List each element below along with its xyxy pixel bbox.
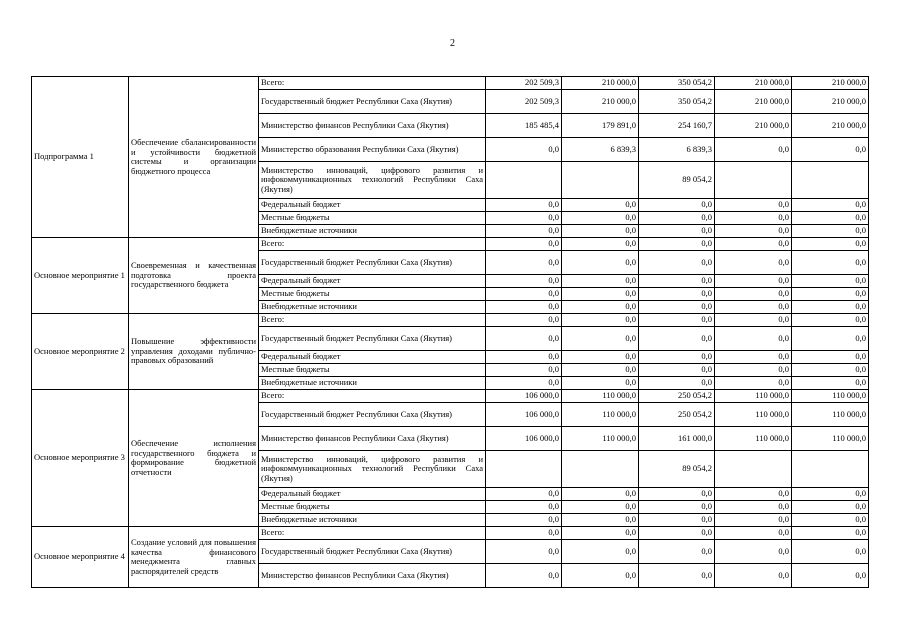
value-cell: 210 000,0 xyxy=(715,77,792,90)
funding-source-cell: Местные бюджеты xyxy=(259,288,486,301)
value-cell: 202 509,3 xyxy=(486,77,562,90)
funding-source-cell: Внебюджетные источники xyxy=(259,301,486,314)
value-cell: 0,0 xyxy=(715,301,792,314)
value-cell: 0,0 xyxy=(792,138,869,162)
value-cell: 0,0 xyxy=(486,288,562,301)
value-cell: 0,0 xyxy=(486,275,562,288)
value-cell: 0,0 xyxy=(639,501,715,514)
value-cell: 0,0 xyxy=(486,314,562,327)
value-cell: 0,0 xyxy=(792,314,869,327)
funding-source-cell: Всего: xyxy=(259,77,486,90)
value-cell: 110 000,0 xyxy=(562,427,639,451)
value-cell: 350 054,2 xyxy=(639,90,715,114)
value-cell: 0,0 xyxy=(639,327,715,351)
value-cell: 0,0 xyxy=(792,540,869,564)
description-cell: Создание условий для повышения качества финансового менеджмента главных распорядителей средств xyxy=(129,527,259,588)
program-cell: Основное мероприятие 1 xyxy=(32,238,129,314)
value-cell: 0,0 xyxy=(792,364,869,377)
funding-source-cell: Министерство финансов Республики Саха (Якутия) xyxy=(259,114,486,138)
budget-table xyxy=(31,76,869,588)
value-cell: 0,0 xyxy=(715,514,792,527)
value-cell: 0,0 xyxy=(562,351,639,364)
value-cell: 0,0 xyxy=(562,327,639,351)
value-cell: 0,0 xyxy=(792,199,869,212)
value-cell: 0,0 xyxy=(715,501,792,514)
funding-source-cell: Министерство образования Республики Саха (Якутия) xyxy=(259,138,486,162)
value-cell: 210 000,0 xyxy=(792,90,869,114)
value-cell: 0,0 xyxy=(792,527,869,540)
value-cell: 161 000,0 xyxy=(639,427,715,451)
value-cell: 0,0 xyxy=(486,564,562,588)
table-row xyxy=(32,77,869,90)
value-cell: 0,0 xyxy=(562,314,639,327)
value-cell: 6 839,3 xyxy=(562,138,639,162)
funding-source-cell: Государственный бюджет Республики Саха (Якутия) xyxy=(259,540,486,564)
value-cell: 0,0 xyxy=(639,314,715,327)
value-cell: 0,0 xyxy=(486,514,562,527)
value-cell: 0,0 xyxy=(792,564,869,588)
value-cell: 0,0 xyxy=(486,501,562,514)
value-cell: 210 000,0 xyxy=(562,77,639,90)
value-cell: 0,0 xyxy=(715,225,792,238)
value-cell: 0,0 xyxy=(639,238,715,251)
value-cell: 0,0 xyxy=(792,327,869,351)
funding-source-cell: Министерство инноваций, цифрового развития и инфокоммуникационных технологий Республики Саха (Якутия) xyxy=(259,162,486,199)
value-cell: 0,0 xyxy=(486,351,562,364)
value-cell: 0,0 xyxy=(639,488,715,501)
value-cell: 0,0 xyxy=(562,540,639,564)
value-cell: 0,0 xyxy=(486,527,562,540)
value-cell: 0,0 xyxy=(562,238,639,251)
value-cell xyxy=(792,451,869,488)
value-cell: 0,0 xyxy=(639,377,715,390)
value-cell: 0,0 xyxy=(486,251,562,275)
funding-source-cell: Внебюджетные источники xyxy=(259,225,486,238)
value-cell: 0,0 xyxy=(715,540,792,564)
funding-source-cell: Внебюджетные источники xyxy=(259,514,486,527)
value-cell: 0,0 xyxy=(486,327,562,351)
funding-source-cell: Всего: xyxy=(259,314,486,327)
value-cell: 106 000,0 xyxy=(486,403,562,427)
page-number: 2 xyxy=(450,38,455,49)
value-cell: 0,0 xyxy=(715,275,792,288)
value-cell: 0,0 xyxy=(715,251,792,275)
value-cell: 0,0 xyxy=(486,212,562,225)
funding-source-cell: Государственный бюджет Республики Саха (Якутия) xyxy=(259,90,486,114)
value-cell: 0,0 xyxy=(792,377,869,390)
value-cell: 106 000,0 xyxy=(486,390,562,403)
funding-source-cell: Федеральный бюджет xyxy=(259,488,486,501)
value-cell: 0,0 xyxy=(486,377,562,390)
funding-source-cell: Местные бюджеты xyxy=(259,364,486,377)
value-cell: 0,0 xyxy=(486,301,562,314)
value-cell: 0,0 xyxy=(486,488,562,501)
program-cell: Основное мероприятие 4 xyxy=(32,527,129,588)
value-cell: 0,0 xyxy=(486,199,562,212)
value-cell: 0,0 xyxy=(639,225,715,238)
value-cell: 0,0 xyxy=(562,225,639,238)
funding-source-cell: Федеральный бюджет xyxy=(259,199,486,212)
value-cell: 350 054,2 xyxy=(639,77,715,90)
value-cell: 0,0 xyxy=(486,225,562,238)
value-cell: 254 160,7 xyxy=(639,114,715,138)
funding-source-cell: Местные бюджеты xyxy=(259,501,486,514)
value-cell xyxy=(486,451,562,488)
value-cell: 110 000,0 xyxy=(715,403,792,427)
funding-source-cell: Государственный бюджет Республики Саха (Якутия) xyxy=(259,327,486,351)
description-cell: Обеспечение сбалансированности и устойчивости бюджетной системы и организации бюджетного процесса xyxy=(129,77,259,238)
value-cell xyxy=(486,162,562,199)
value-cell: 0,0 xyxy=(562,288,639,301)
value-cell xyxy=(562,451,639,488)
value-cell: 0,0 xyxy=(715,138,792,162)
value-cell: 0,0 xyxy=(792,301,869,314)
value-cell: 110 000,0 xyxy=(792,403,869,427)
value-cell: 0,0 xyxy=(639,351,715,364)
funding-source-cell: Всего: xyxy=(259,390,486,403)
value-cell: 0,0 xyxy=(562,212,639,225)
funding-source-cell: Министерство финансов Республики Саха (Якутия) xyxy=(259,427,486,451)
value-cell: 210 000,0 xyxy=(715,114,792,138)
value-cell: 185 485,4 xyxy=(486,114,562,138)
value-cell: 202 509,3 xyxy=(486,90,562,114)
table-row xyxy=(32,390,869,403)
value-cell: 0,0 xyxy=(792,351,869,364)
value-cell: 89 054,2 xyxy=(639,451,715,488)
value-cell: 89 054,2 xyxy=(639,162,715,199)
value-cell: 6 839,3 xyxy=(639,138,715,162)
value-cell: 110 000,0 xyxy=(715,390,792,403)
value-cell: 0,0 xyxy=(562,301,639,314)
value-cell: 0,0 xyxy=(562,527,639,540)
funding-source-cell: Министерство инноваций, цифрового развития и инфокоммуникационных технологий Республики Саха (Якутия) xyxy=(259,451,486,488)
value-cell: 0,0 xyxy=(715,351,792,364)
value-cell: 0,0 xyxy=(562,377,639,390)
value-cell: 110 000,0 xyxy=(715,427,792,451)
funding-source-cell: Всего: xyxy=(259,238,486,251)
value-cell: 0,0 xyxy=(792,275,869,288)
value-cell: 250 054,2 xyxy=(639,390,715,403)
table-row xyxy=(32,314,869,327)
value-cell: 110 000,0 xyxy=(562,390,639,403)
value-cell: 0,0 xyxy=(792,212,869,225)
value-cell: 0,0 xyxy=(715,314,792,327)
value-cell: 0,0 xyxy=(715,564,792,588)
value-cell: 179 891,0 xyxy=(562,114,639,138)
value-cell: 0,0 xyxy=(639,540,715,564)
value-cell: 0,0 xyxy=(639,251,715,275)
program-cell: Подпрограмма 1 xyxy=(32,77,129,238)
value-cell: 0,0 xyxy=(715,199,792,212)
value-cell: 0,0 xyxy=(715,327,792,351)
value-cell: 0,0 xyxy=(715,212,792,225)
value-cell: 0,0 xyxy=(792,501,869,514)
value-cell: 0,0 xyxy=(715,288,792,301)
value-cell: 0,0 xyxy=(562,501,639,514)
value-cell: 0,0 xyxy=(639,301,715,314)
value-cell: 0,0 xyxy=(562,364,639,377)
value-cell: 210 000,0 xyxy=(792,77,869,90)
program-cell: Основное мероприятие 2 xyxy=(32,314,129,390)
value-cell: 0,0 xyxy=(792,288,869,301)
value-cell: 0,0 xyxy=(715,238,792,251)
funding-source-cell: Государственный бюджет Республики Саха (Якутия) xyxy=(259,251,486,275)
value-cell xyxy=(715,162,792,199)
value-cell: 0,0 xyxy=(562,564,639,588)
value-cell: 0,0 xyxy=(562,488,639,501)
value-cell: 0,0 xyxy=(562,275,639,288)
value-cell: 0,0 xyxy=(486,540,562,564)
funding-source-cell: Федеральный бюджет xyxy=(259,275,486,288)
value-cell: 0,0 xyxy=(715,377,792,390)
value-cell: 0,0 xyxy=(715,488,792,501)
value-cell: 250 054,2 xyxy=(639,403,715,427)
value-cell xyxy=(715,451,792,488)
description-cell: Своевременная и качественная подготовка проекта государственного бюджета xyxy=(129,238,259,314)
value-cell: 0,0 xyxy=(639,212,715,225)
value-cell: 0,0 xyxy=(562,251,639,275)
value-cell: 0,0 xyxy=(715,527,792,540)
funding-source-cell: Министерство финансов Республики Саха (Якутия) xyxy=(259,564,486,588)
value-cell xyxy=(562,162,639,199)
value-cell: 0,0 xyxy=(639,364,715,377)
value-cell: 0,0 xyxy=(792,238,869,251)
value-cell: 0,0 xyxy=(792,488,869,501)
value-cell: 210 000,0 xyxy=(715,90,792,114)
value-cell: 210 000,0 xyxy=(562,90,639,114)
value-cell: 106 000,0 xyxy=(486,427,562,451)
funding-source-cell: Всего: xyxy=(259,527,486,540)
value-cell: 110 000,0 xyxy=(792,427,869,451)
value-cell: 0,0 xyxy=(639,199,715,212)
program-cell: Основное мероприятие 3 xyxy=(32,390,129,527)
value-cell xyxy=(792,162,869,199)
value-cell: 0,0 xyxy=(639,527,715,540)
description-cell: Повышение эффективности управления доходами публично-правовых образований xyxy=(129,314,259,390)
funding-source-cell: Внебюджетные источники xyxy=(259,377,486,390)
value-cell: 0,0 xyxy=(639,564,715,588)
value-cell: 0,0 xyxy=(562,514,639,527)
value-cell: 0,0 xyxy=(639,514,715,527)
value-cell: 110 000,0 xyxy=(562,403,639,427)
value-cell: 0,0 xyxy=(486,364,562,377)
value-cell: 210 000,0 xyxy=(792,114,869,138)
value-cell: 0,0 xyxy=(792,225,869,238)
funding-source-cell: Местные бюджеты xyxy=(259,212,486,225)
value-cell: 0,0 xyxy=(639,275,715,288)
funding-source-cell: Государственный бюджет Республики Саха (Якутия) xyxy=(259,403,486,427)
value-cell: 0,0 xyxy=(792,251,869,275)
value-cell: 0,0 xyxy=(792,514,869,527)
table-row xyxy=(32,238,869,251)
value-cell: 110 000,0 xyxy=(792,390,869,403)
value-cell: 0,0 xyxy=(486,238,562,251)
value-cell: 0,0 xyxy=(486,138,562,162)
value-cell: 0,0 xyxy=(639,288,715,301)
value-cell: 0,0 xyxy=(715,364,792,377)
description-cell: Обеспечение исполнения государственного бюджета и формирование бюджетной отчетности xyxy=(129,390,259,527)
value-cell: 0,0 xyxy=(562,199,639,212)
funding-source-cell: Федеральный бюджет xyxy=(259,351,486,364)
table-row xyxy=(32,527,869,540)
